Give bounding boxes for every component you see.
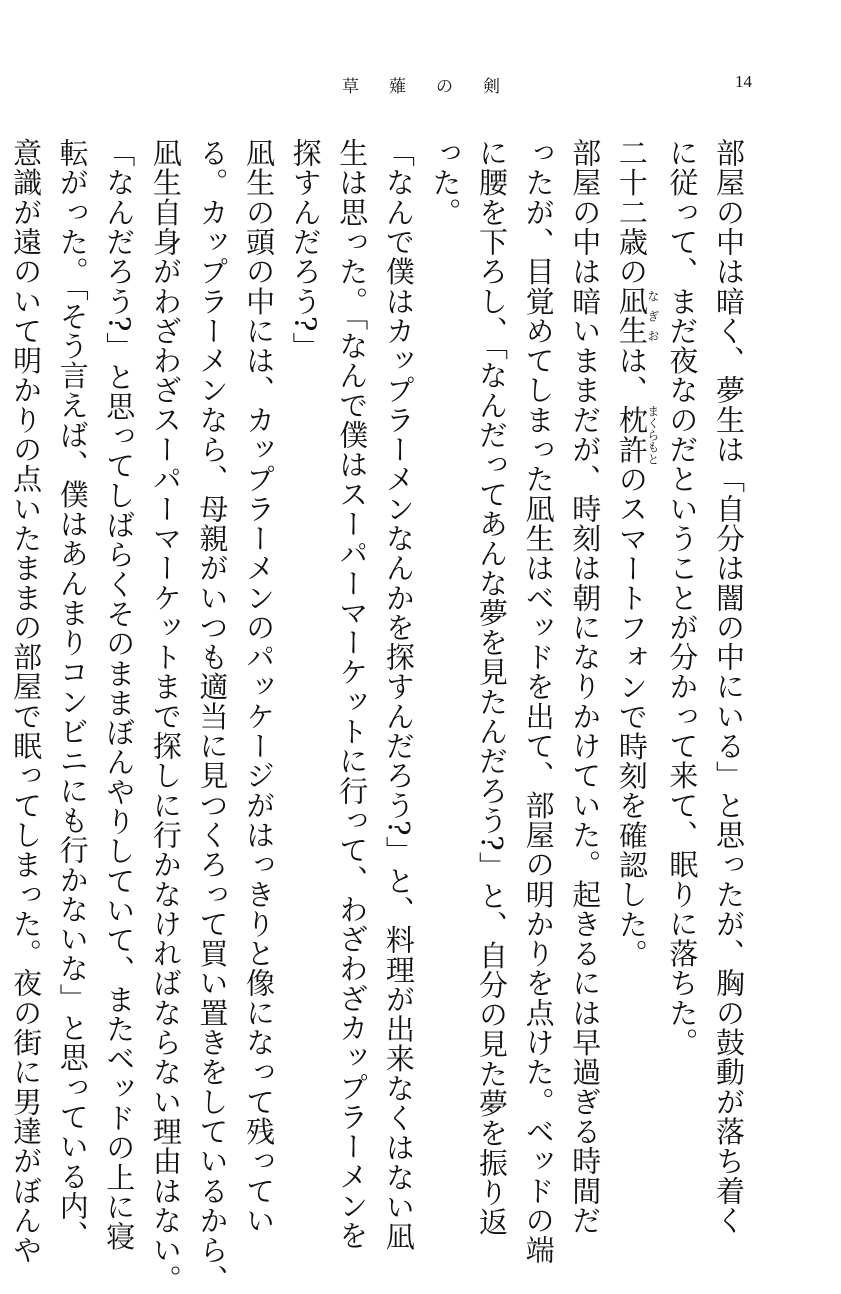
text-line: 意識が遠のいて明かりの点いたままの部屋で眠ってしまった。夜の街に男達がぼんや [9, 138, 44, 1265]
text-line: った。 [428, 138, 463, 227]
text-line: 転がった。「そう言えば、僕はあんまりコンビニにも行かないな」と思っている内、 [55, 138, 90, 1251]
text-line: 凪生自身がわざわざスーパーマーケットまで探しに行かなければならない理由はない。 [148, 138, 183, 1294]
text-line: 「なんだろう?」と思ってしばらくそのままぼんやりしていて、またベッドの上に寝 [102, 138, 137, 1252]
page-number: 14 [735, 72, 752, 91]
ruby-nagio: 凪生なぎお [614, 286, 660, 346]
text-line: 生は思った。「なんで僕はスーパーマーケットに行って、わざわざカップラーメンを [335, 138, 370, 1251]
text-line: 凪生の頭の中には、カップラーメンのパッケージがはっきりと像になって残ってい [242, 138, 277, 1236]
text-line: る。カップラーメンなら、母親がいつも適当に見つくろって買い置きをしているから、 [195, 138, 230, 1294]
text-line: に従って、まだ夜なのだということが分かって来て、眠りに落ちた。 [665, 138, 700, 1058]
text-line: 部屋の中は暗く、夢生は「自分は闇の中にいる」と思ったが、胸の鼓動が落ち着く [712, 138, 746, 1236]
text-line: 「なんで僕はカップラーメンなんかを探すんだろう?」と、料理が出来なくはない凪 [381, 138, 416, 1252]
text-line: に腰を下ろし、「なんだってあんな夢を見たんだろう?」と、自分の見た夢を振り返 [475, 138, 510, 1237]
text-line: ったが、目覚めてしまった凪生はベッドを出て、部屋の明かりを点けた。ベッドの端 [521, 138, 556, 1265]
body-text [9, 138, 752, 1294]
ruby-makuramoto: 枕許まくらもと [614, 404, 660, 465]
text-line: 探すんだろう?」 [288, 138, 323, 362]
text-line: 二十二歳の凪生なぎおは、枕許まくらもとのスマートフォンで時刻を確認した。 [614, 138, 660, 969]
running-head [0, 72, 841, 102]
text-line: 部屋の中は暗いままだが、時刻は朝になりかけていた。起きるには早過ぎる時間だ [568, 138, 603, 1236]
book-title: 草薙の剣 [342, 77, 530, 97]
